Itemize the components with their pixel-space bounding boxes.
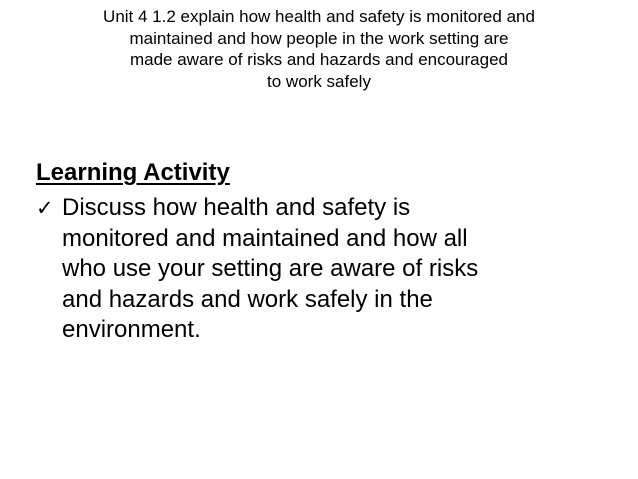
slide-title-line: Unit 4 1.2 explain how health and safety is monitored and <box>103 7 535 26</box>
slide-title-line: to work safely <box>267 71 371 91</box>
slide-title-line: made aware of risks and hazards and encouraged <box>129 50 508 69</box>
learning-activity-heading: Learning Activity <box>36 159 230 186</box>
check-icon: ✓ <box>36 196 54 220</box>
bullet-text-line: monitored and maintained and how all <box>62 224 468 252</box>
bullet-text-line: environment. <box>62 316 201 343</box>
bullet-text-line: Discuss how health and safety is <box>62 194 411 221</box>
slide-title-line: maintained and how people in the work setting are <box>129 28 509 48</box>
slide-body <box>36 158 626 346</box>
bullet-text-line: who use your setting are aware of risks <box>62 255 479 282</box>
bullet-item <box>36 193 626 346</box>
bullet-text-line: and hazards and work safely in the <box>62 285 433 313</box>
slide-title <box>40 6 598 92</box>
